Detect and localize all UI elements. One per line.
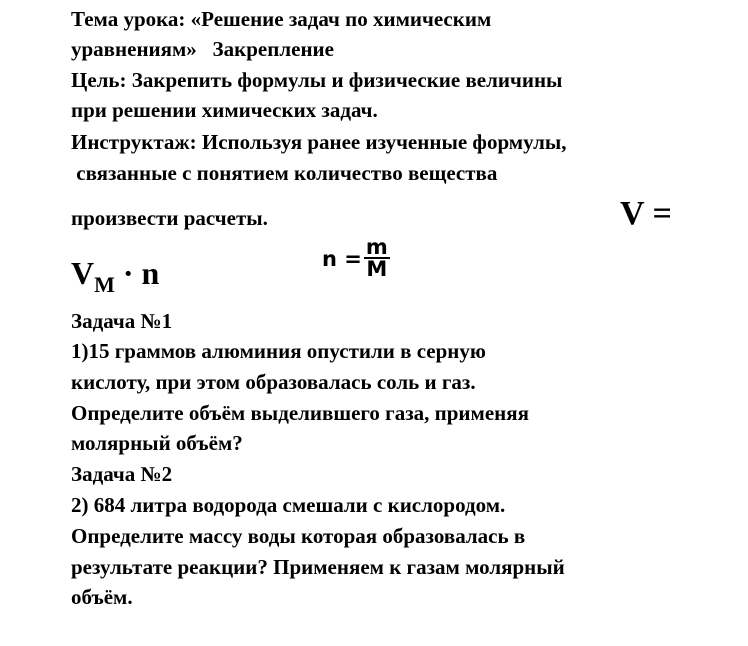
vm-times-n: · n <box>114 255 160 291</box>
volume-formula-lhs: V = <box>620 195 672 232</box>
amount-formula-lhs: n = <box>322 246 362 271</box>
task-2-line-2: Определите массу воды которая образовалась в <box>71 524 526 548</box>
task-2-line-4: объём. <box>71 585 133 609</box>
fraction-numerator: m <box>365 235 388 259</box>
task-2-line-3: результате реакции? Применяем к газам молярный <box>71 555 565 579</box>
topic-line-2: уравнениям» Закрепление <box>71 37 334 61</box>
task-1-line-1: 1)15 граммов алюминия опустили в серную <box>71 339 486 363</box>
instruction-line-2: связанные с понятием количество вещества <box>71 161 498 185</box>
fraction-denominator: M <box>366 257 388 281</box>
vm-subscript: M <box>94 272 115 297</box>
goal-line-2: при решении химических задач. <box>71 98 378 122</box>
amount-formula-fraction <box>364 235 390 281</box>
instruction-line-1: Инструктаж: Используя ранее изученные формулы, <box>71 130 567 154</box>
vm-symbol: V <box>71 255 95 291</box>
goal-line-1: Цель: Закрепить формулы и физические величины <box>71 68 563 92</box>
task-1-title: Задача №1 <box>71 309 173 333</box>
task-2-title: Задача №2 <box>71 462 173 486</box>
volume-formula-rhs <box>71 253 160 297</box>
task-1-line-3: Определите объём выделившего газа, применяя <box>71 401 529 425</box>
topic-line-1: Тема урока: «Решение задач по химическим <box>71 7 492 31</box>
task-2-line-1: 2) 684 литра водорода смешали с кислородом. <box>71 493 506 517</box>
task-1-line-4: молярный объём? <box>71 431 243 455</box>
instruction-line-3: произвести расчеты. <box>71 206 268 230</box>
amount-formula <box>322 235 390 281</box>
task-1-line-2: кислоту, при этом образовалась соль и газ. <box>71 370 476 394</box>
